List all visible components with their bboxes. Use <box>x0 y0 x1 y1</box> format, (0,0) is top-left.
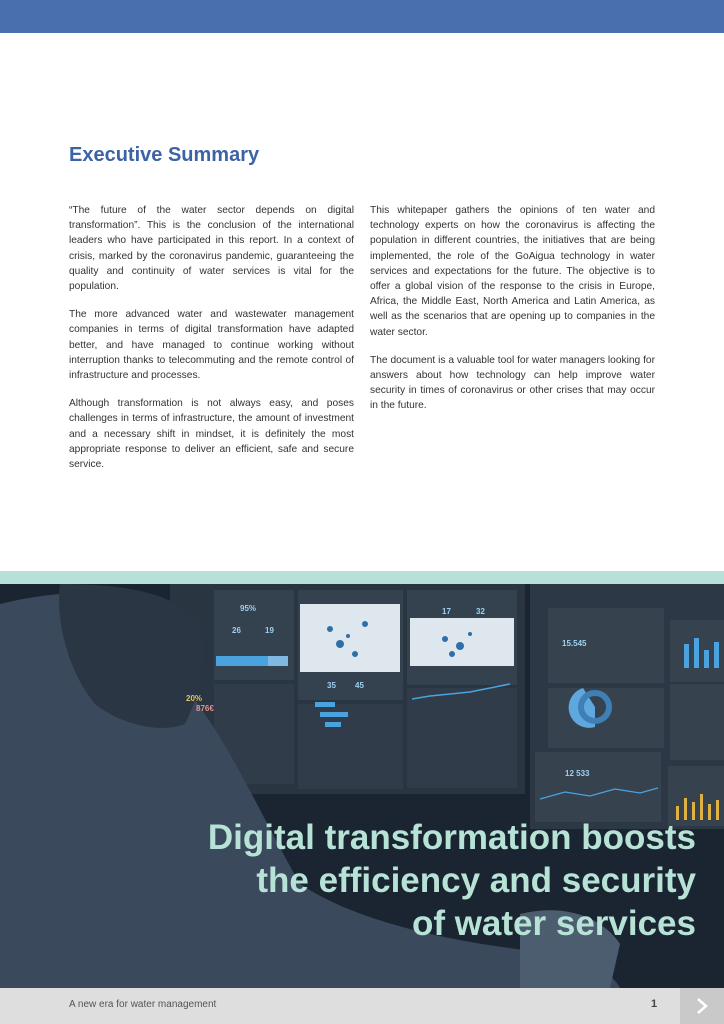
screen-value: 32 <box>476 607 485 616</box>
teal-divider-strip <box>0 571 724 584</box>
top-color-bar <box>0 0 724 33</box>
page-footer <box>0 988 724 1024</box>
page-number: 1 <box>651 998 658 1010</box>
headline-line: Digital transformation boosts <box>207 818 696 857</box>
next-page-button[interactable] <box>680 988 724 1024</box>
left-text-column <box>69 203 354 485</box>
screen-value: 19 <box>265 626 274 635</box>
chevron-right-icon <box>694 997 710 1015</box>
screen-value: 45 <box>355 681 364 690</box>
paragraph: “The future of the water sector depends on digital transformation”. This is the conclusion of the international leaders who have participated in this report. In a context of crisis, marked by the coronavirus pandemic, guaranteeing the quality and continuity of water services is vital for the population. <box>69 205 354 293</box>
footer-text: A new era for water management <box>69 999 217 1010</box>
paragraph: The document is a valuable tool for water managers looking for answers about how technology can help improve water security in times of coronavirus or other crises that may occur in the future. <box>370 354 655 412</box>
paragraph: Although transformation is not always easy, and poses challenges in terms of infrastructure, the amount of investment and a necessary shift in mindset, it is definitely the most appropriate response to deliver an efficient, safe and secure service. <box>69 398 354 471</box>
hero-headline <box>136 816 696 945</box>
screen-value: 12 533 <box>565 769 590 778</box>
screen-value: 35 <box>327 681 336 690</box>
screen-value: 20% <box>186 694 203 703</box>
right-text-column <box>370 203 655 427</box>
screen-value: 26 <box>232 626 241 635</box>
headline-line: the efficiency and security <box>256 861 696 900</box>
screen-value: 876€ <box>196 704 214 713</box>
hero-photo <box>0 584 724 988</box>
screen-value: 95% <box>240 604 257 613</box>
headline-line: of water services <box>411 904 696 943</box>
paragraph: This whitepaper gathers the opinions of ten water and technology experts on how the coronavirus is affecting the population in different countries, the initiatives that are being implemented, the role of the GoAigua technology in water services and expectations for the future. The objective is to offer a global vision of the response to the crisis in Europe, Africa, the Middle East, North America and Latin America, as well as the scenarios that are opening up to companies in the water sector. <box>370 205 655 338</box>
page-title: Executive Summary <box>69 144 260 166</box>
screen-value: 17 <box>442 607 451 616</box>
paragraph: The more advanced water and wastewater management companies in terms of digital transformation have adapted better, and have managed to continue working without interruption thanks to telecommuting and the remote control of infrastructure and processes. <box>69 309 354 382</box>
screen-value: 15.545 <box>562 639 587 648</box>
